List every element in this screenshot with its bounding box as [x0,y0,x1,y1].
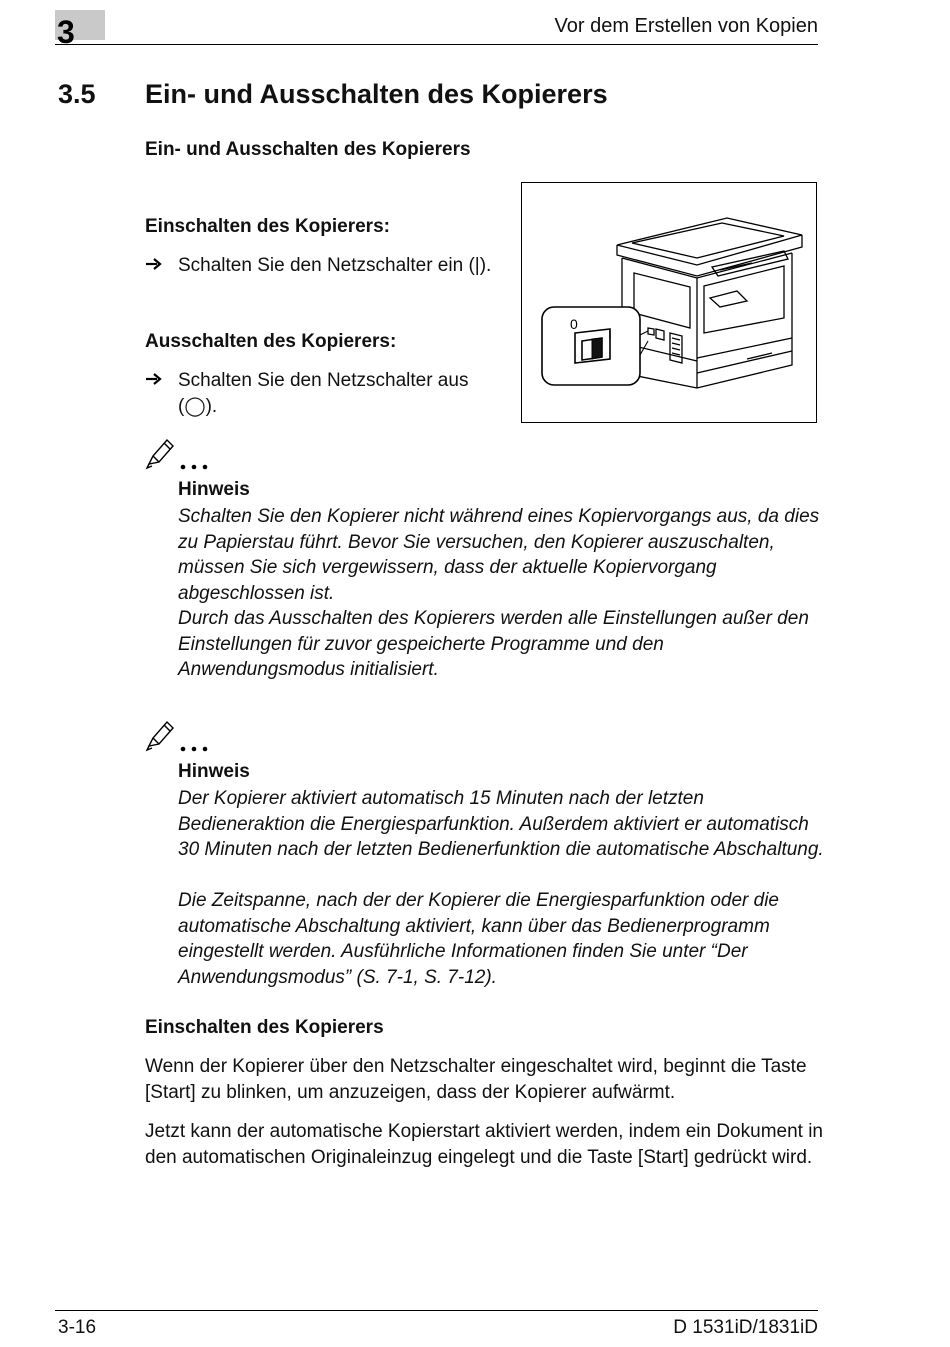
turning-on-paragraph-2: Jetzt kann der automatische Kopierstart aktiviert werden, indem ein Dokument in den automatischen Originaleinzug eingelegt und die Taste [Start] gedrückt wird. [145,1121,823,1168]
power-off-step-text: Schalten Sie den Netzschalter aus (◯). [178,370,469,417]
power-on-step [145,253,505,279]
switch-off-symbol: 0 [570,316,578,332]
note-2-paragraph-2: Die Zeitspanne, nach der der Kopierer die Energiesparfunktion oder die automatische Abschaltung aktiviert, kann über das Bedienerprogramm eingestellt werden. Ausführliche Informationen finden Sie unter “Der Anwendungsmodus” (S. 7-1, S. 7-12). [178,890,779,988]
page-number: 3-16 [58,1317,97,1338]
power-off-step [145,368,505,420]
copier-drawing [522,183,815,421]
running-header-title: Vor dem Erstellen von Kopien [554,15,818,37]
footer-divider [55,1310,818,1311]
model-name: D 1531iD/1831iD [673,1317,818,1338]
section-title: Ein- und Ausschalten des Kopierers [145,79,608,109]
power-on-heading: Einschalten des Kopierers: [145,216,390,237]
section-number: 3.5 [58,79,96,109]
copier-illustration [521,182,817,423]
power-off-heading: Ausschalten des Kopierers: [145,331,397,352]
arrow-right-icon [145,255,163,273]
chapter-number: 3 [57,14,75,50]
note-pencil-icon [143,718,213,754]
switch-on-symbol: I [608,326,612,342]
turning-on-paragraph-1: Wenn der Kopierer über den Netzschalter eingeschaltet wird, beginnt die Taste [Start] zu blinken, um anzuzeigen, dass der Kopierer aufwärmt. [145,1056,807,1103]
note-2-heading: Hinweis [178,761,250,782]
arrow-right-icon [145,370,163,388]
section-subtitle: Ein- und Ausschalten des Kopierers [145,139,471,160]
note-2-paragraph-1: Der Kopierer aktiviert automatisch 15 Minuten nach der letzten Bedieneraktion die Energiesparfunktion. Außerdem aktiviert er automatisch 30 Minuten nach der letzten Bedienerfunktion die automatische Abschaltung. [178,788,824,861]
turning-on-heading: Einschalten des Kopierers [145,1017,384,1038]
header-divider [55,44,818,45]
note-1-paragraph-1: Schalten Sie den Kopierer nicht während eines Kopiervorgangs aus, da dies zu Papierstau führt. Bevor Sie versuchen, den Kopierer auszuschalten, müssen Sie sich vergewissern, dass der aktuelle Kopiervorgang abgeschlossen ist. [178,506,820,604]
note-pencil-icon [143,436,213,472]
power-on-step-text: Schalten Sie den Netzschalter ein (|). [178,255,492,276]
note-1-paragraph-2: Durch das Ausschalten des Kopierers werden alle Einstellungen außer den Einstellungen für zuvor gespeicherte Programme und den Anwendungsmodus initialisiert. [178,608,809,681]
note-1-heading: Hinweis [178,479,250,500]
